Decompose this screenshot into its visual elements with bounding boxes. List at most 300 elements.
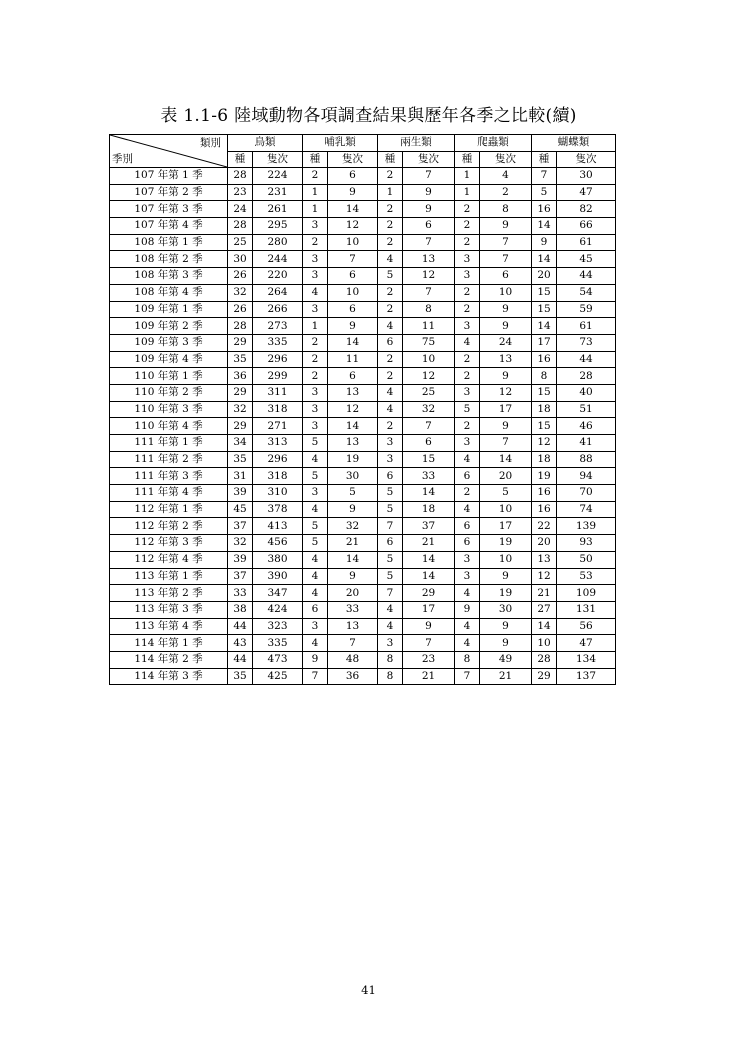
species-count-cell: 7 (378, 518, 403, 535)
table-row (110, 618, 616, 635)
individual-count-cell: 12 (403, 268, 455, 285)
individual-count-cell: 9 (403, 618, 455, 635)
individual-count-cell: 424 (253, 601, 303, 618)
species-count-cell: 2 (455, 351, 480, 368)
season-cell: 113 年第 2 季 (110, 585, 228, 602)
individual-count-cell: 30 (557, 168, 616, 185)
individual-count-cell: 53 (557, 568, 616, 585)
species-count-cell: 35 (228, 451, 253, 468)
table-row (110, 418, 616, 435)
species-count-cell: 1 (455, 184, 480, 201)
season-cell: 112 年第 4 季 (110, 551, 228, 568)
individual-count-cell: 54 (557, 284, 616, 301)
season-cell: 114 年第 1 季 (110, 635, 228, 652)
species-count-cell: 5 (303, 468, 328, 485)
individual-count-cell: 23 (403, 651, 455, 668)
corner-season-label: 季別 (112, 153, 133, 165)
species-count-cell: 3 (303, 618, 328, 635)
table-row (110, 284, 616, 301)
page-number: 41 (361, 983, 376, 997)
individual-count-cell: 9 (480, 218, 532, 235)
species-count-cell: 2 (455, 485, 480, 502)
subheader-species: 種 (378, 151, 403, 168)
species-count-cell: 3 (303, 301, 328, 318)
species-count-cell: 5 (303, 518, 328, 535)
individual-count-cell: 13 (403, 251, 455, 268)
species-count-cell: 44 (228, 651, 253, 668)
species-count-cell: 3 (303, 251, 328, 268)
individual-count-cell: 14 (480, 451, 532, 468)
individual-count-cell: 9 (480, 301, 532, 318)
individual-count-cell: 88 (557, 451, 616, 468)
individual-count-cell: 44 (557, 351, 616, 368)
group-header-amphibians: 兩生類 (378, 135, 455, 152)
individual-count-cell: 32 (328, 518, 378, 535)
individual-count-cell: 18 (403, 501, 455, 518)
season-cell: 109 年第 3 季 (110, 334, 228, 351)
individual-count-cell: 12 (480, 384, 532, 401)
individual-count-cell: 13 (328, 618, 378, 635)
table-row (110, 651, 616, 668)
species-count-cell: 22 (532, 518, 557, 535)
species-count-cell: 32 (228, 284, 253, 301)
individual-count-cell: 33 (403, 468, 455, 485)
individual-count-cell: 380 (253, 551, 303, 568)
subheader-species: 種 (228, 151, 253, 168)
corner-category-label: 類別 (200, 137, 221, 149)
species-count-cell: 3 (303, 401, 328, 418)
species-count-cell: 4 (378, 401, 403, 418)
individual-count-cell: 14 (328, 418, 378, 435)
table-row (110, 585, 616, 602)
individual-count-cell: 66 (557, 218, 616, 235)
individual-count-cell: 5 (328, 485, 378, 502)
species-count-cell: 2 (378, 301, 403, 318)
individual-count-cell: 61 (557, 234, 616, 251)
species-count-cell: 13 (532, 551, 557, 568)
individual-count-cell: 48 (328, 651, 378, 668)
species-count-cell: 3 (303, 485, 328, 502)
individual-count-cell: 7 (403, 418, 455, 435)
individual-count-cell: 425 (253, 668, 303, 685)
species-count-cell: 7 (532, 168, 557, 185)
individual-count-cell: 261 (253, 201, 303, 218)
species-count-cell: 9 (455, 601, 480, 618)
species-count-cell: 18 (532, 401, 557, 418)
survey-comparison-table (109, 134, 616, 685)
species-count-cell: 2 (455, 284, 480, 301)
page-title: 表 1.1-6 陸域動物各項調查結果與歷年各季之比較(續) (160, 106, 577, 126)
individual-count-cell: 21 (328, 535, 378, 552)
species-count-cell: 3 (455, 551, 480, 568)
species-count-cell: 14 (532, 618, 557, 635)
species-count-cell: 3 (455, 568, 480, 585)
table-row (110, 435, 616, 452)
species-count-cell: 4 (303, 568, 328, 585)
individual-count-cell: 94 (557, 468, 616, 485)
species-count-cell: 12 (532, 568, 557, 585)
species-count-cell: 4 (455, 585, 480, 602)
season-cell: 107 年第 3 季 (110, 201, 228, 218)
individual-count-cell: 11 (403, 318, 455, 335)
table-row (110, 401, 616, 418)
species-count-cell: 2 (303, 351, 328, 368)
species-count-cell: 27 (532, 601, 557, 618)
individual-count-cell: 29 (403, 585, 455, 602)
species-count-cell: 37 (228, 568, 253, 585)
individual-count-cell: 6 (328, 168, 378, 185)
table-row (110, 668, 616, 685)
individual-count-cell: 14 (328, 334, 378, 351)
species-count-cell: 3 (455, 384, 480, 401)
individual-count-cell: 6 (328, 301, 378, 318)
season-cell: 111 年第 2 季 (110, 451, 228, 468)
season-cell: 108 年第 2 季 (110, 251, 228, 268)
species-count-cell: 39 (228, 551, 253, 568)
individual-count-cell: 44 (557, 268, 616, 285)
species-count-cell: 39 (228, 485, 253, 502)
individual-count-cell: 5 (480, 485, 532, 502)
subheader-count: 隻次 (253, 151, 303, 168)
individual-count-cell: 6 (403, 218, 455, 235)
individual-count-cell: 33 (328, 601, 378, 618)
individual-count-cell: 299 (253, 368, 303, 385)
individual-count-cell: 14 (403, 485, 455, 502)
species-count-cell: 7 (303, 668, 328, 685)
species-count-cell: 4 (378, 318, 403, 335)
species-count-cell: 4 (378, 601, 403, 618)
species-count-cell: 1 (303, 184, 328, 201)
table-row (110, 334, 616, 351)
individual-count-cell: 9 (328, 568, 378, 585)
individual-count-cell: 273 (253, 318, 303, 335)
species-count-cell: 28 (228, 168, 253, 185)
individual-count-cell: 311 (253, 384, 303, 401)
individual-count-cell: 14 (403, 551, 455, 568)
species-count-cell: 5 (378, 268, 403, 285)
individual-count-cell: 134 (557, 651, 616, 668)
table-row (110, 351, 616, 368)
table-row (110, 301, 616, 318)
species-count-cell: 2 (455, 234, 480, 251)
species-count-cell: 5 (378, 568, 403, 585)
species-count-cell: 4 (378, 384, 403, 401)
species-count-cell: 8 (378, 651, 403, 668)
species-count-cell: 9 (532, 234, 557, 251)
individual-count-cell: 335 (253, 635, 303, 652)
species-count-cell: 5 (378, 501, 403, 518)
individual-count-cell: 47 (557, 635, 616, 652)
season-cell: 107 年第 2 季 (110, 184, 228, 201)
individual-count-cell: 41 (557, 435, 616, 452)
table-row (110, 184, 616, 201)
individual-count-cell: 9 (328, 501, 378, 518)
individual-count-cell: 9 (480, 618, 532, 635)
individual-count-cell: 8 (403, 301, 455, 318)
individual-count-cell: 10 (480, 551, 532, 568)
species-count-cell: 1 (378, 184, 403, 201)
species-count-cell: 33 (228, 585, 253, 602)
species-count-cell: 3 (378, 451, 403, 468)
species-count-cell: 6 (378, 535, 403, 552)
individual-count-cell: 7 (480, 251, 532, 268)
subheader-count: 隻次 (328, 151, 378, 168)
species-count-cell: 3 (303, 384, 328, 401)
species-count-cell: 6 (378, 334, 403, 351)
individual-count-cell: 15 (403, 451, 455, 468)
season-cell: 112 年第 2 季 (110, 518, 228, 535)
individual-count-cell: 36 (328, 668, 378, 685)
species-count-cell: 16 (532, 351, 557, 368)
individual-count-cell: 10 (480, 284, 532, 301)
individual-count-cell: 109 (557, 585, 616, 602)
individual-count-cell: 11 (328, 351, 378, 368)
season-cell: 109 年第 2 季 (110, 318, 228, 335)
individual-count-cell: 9 (480, 368, 532, 385)
group-header-butterflies: 蝴蝶類 (532, 135, 616, 152)
season-cell: 113 年第 1 季 (110, 568, 228, 585)
individual-count-cell: 17 (480, 401, 532, 418)
table-row (110, 201, 616, 218)
individual-count-cell: 14 (328, 201, 378, 218)
individual-count-cell: 28 (557, 368, 616, 385)
species-count-cell: 43 (228, 635, 253, 652)
species-count-cell: 6 (378, 468, 403, 485)
species-count-cell: 4 (303, 501, 328, 518)
species-count-cell: 8 (455, 651, 480, 668)
species-count-cell: 3 (455, 435, 480, 452)
individual-count-cell: 271 (253, 418, 303, 435)
species-count-cell: 2 (455, 368, 480, 385)
individual-count-cell: 61 (557, 318, 616, 335)
species-count-cell: 26 (228, 268, 253, 285)
individual-count-cell: 56 (557, 618, 616, 635)
table-row (110, 551, 616, 568)
individual-count-cell: 6 (328, 268, 378, 285)
individual-count-cell: 30 (328, 468, 378, 485)
subheader-count: 隻次 (480, 151, 532, 168)
species-count-cell: 14 (532, 318, 557, 335)
species-count-cell: 18 (532, 451, 557, 468)
table-row (110, 451, 616, 468)
species-count-cell: 2 (378, 168, 403, 185)
table-row (110, 218, 616, 235)
species-count-cell: 4 (455, 635, 480, 652)
season-cell: 114 年第 3 季 (110, 668, 228, 685)
species-count-cell: 4 (303, 635, 328, 652)
species-count-cell: 36 (228, 368, 253, 385)
individual-count-cell: 9 (328, 318, 378, 335)
group-header-mammals: 哺乳類 (303, 135, 378, 152)
individual-count-cell: 335 (253, 334, 303, 351)
species-count-cell: 20 (532, 268, 557, 285)
individual-count-cell: 2 (480, 184, 532, 201)
season-cell: 110 年第 2 季 (110, 384, 228, 401)
species-count-cell: 2 (378, 418, 403, 435)
season-cell: 110 年第 3 季 (110, 401, 228, 418)
season-cell: 108 年第 1 季 (110, 234, 228, 251)
species-count-cell: 45 (228, 501, 253, 518)
species-count-cell: 23 (228, 184, 253, 201)
individual-count-cell: 25 (403, 384, 455, 401)
season-cell: 112 年第 1 季 (110, 501, 228, 518)
species-count-cell: 5 (455, 401, 480, 418)
header-row-groups (110, 135, 616, 152)
species-count-cell: 2 (303, 334, 328, 351)
season-cell: 113 年第 4 季 (110, 618, 228, 635)
individual-count-cell: 17 (480, 518, 532, 535)
individual-count-cell: 21 (480, 668, 532, 685)
individual-count-cell: 21 (403, 668, 455, 685)
individual-count-cell: 19 (480, 585, 532, 602)
species-count-cell: 31 (228, 468, 253, 485)
individual-count-cell: 82 (557, 201, 616, 218)
individual-count-cell: 244 (253, 251, 303, 268)
species-count-cell: 5 (303, 435, 328, 452)
individual-count-cell: 390 (253, 568, 303, 585)
species-count-cell: 4 (455, 334, 480, 351)
individual-count-cell: 12 (328, 401, 378, 418)
individual-count-cell: 51 (557, 401, 616, 418)
species-count-cell: 2 (455, 301, 480, 318)
species-count-cell: 8 (378, 668, 403, 685)
season-cell: 114 年第 2 季 (110, 651, 228, 668)
individual-count-cell: 7 (403, 168, 455, 185)
species-count-cell: 4 (303, 451, 328, 468)
individual-count-cell: 7 (328, 251, 378, 268)
individual-count-cell: 30 (480, 601, 532, 618)
individual-count-cell: 295 (253, 218, 303, 235)
corner-header-cell (110, 135, 228, 168)
species-count-cell: 5 (378, 551, 403, 568)
subheader-count: 隻次 (403, 151, 455, 168)
season-cell: 108 年第 4 季 (110, 284, 228, 301)
species-count-cell: 6 (455, 518, 480, 535)
individual-count-cell: 318 (253, 401, 303, 418)
species-count-cell: 5 (378, 485, 403, 502)
table-row (110, 518, 616, 535)
individual-count-cell: 7 (480, 234, 532, 251)
individual-count-cell: 9 (480, 418, 532, 435)
individual-count-cell: 310 (253, 485, 303, 502)
table-row (110, 535, 616, 552)
species-count-cell: 19 (532, 468, 557, 485)
individual-count-cell: 19 (328, 451, 378, 468)
species-count-cell: 3 (455, 318, 480, 335)
species-count-cell: 8 (532, 368, 557, 385)
species-count-cell: 14 (532, 251, 557, 268)
season-cell: 113 年第 3 季 (110, 601, 228, 618)
species-count-cell: 38 (228, 601, 253, 618)
individual-count-cell: 6 (403, 435, 455, 452)
table-row (110, 635, 616, 652)
individual-count-cell: 378 (253, 501, 303, 518)
season-cell: 111 年第 1 季 (110, 435, 228, 452)
individual-count-cell: 296 (253, 451, 303, 468)
individual-count-cell: 347 (253, 585, 303, 602)
season-cell: 110 年第 4 季 (110, 418, 228, 435)
individual-count-cell: 6 (480, 268, 532, 285)
individual-count-cell: 7 (403, 635, 455, 652)
individual-count-cell: 20 (328, 585, 378, 602)
individual-count-cell: 313 (253, 435, 303, 452)
table-row (110, 568, 616, 585)
species-count-cell: 15 (532, 418, 557, 435)
species-count-cell: 7 (378, 585, 403, 602)
species-count-cell: 6 (455, 535, 480, 552)
individual-count-cell: 47 (557, 184, 616, 201)
species-count-cell: 4 (455, 501, 480, 518)
season-cell: 107 年第 1 季 (110, 168, 228, 185)
species-count-cell: 28 (532, 651, 557, 668)
species-count-cell: 2 (303, 368, 328, 385)
individual-count-cell: 4 (480, 168, 532, 185)
species-count-cell: 3 (455, 268, 480, 285)
species-count-cell: 28 (228, 218, 253, 235)
species-count-cell: 2 (455, 201, 480, 218)
species-count-cell: 37 (228, 518, 253, 535)
individual-count-cell: 49 (480, 651, 532, 668)
individual-count-cell: 93 (557, 535, 616, 552)
species-count-cell: 16 (532, 485, 557, 502)
individual-count-cell: 9 (328, 184, 378, 201)
individual-count-cell: 9 (403, 184, 455, 201)
individual-count-cell: 456 (253, 535, 303, 552)
species-count-cell: 6 (455, 468, 480, 485)
table-row (110, 384, 616, 401)
species-count-cell: 10 (532, 635, 557, 652)
species-count-cell: 3 (378, 635, 403, 652)
season-cell: 109 年第 1 季 (110, 301, 228, 318)
species-count-cell: 30 (228, 251, 253, 268)
species-count-cell: 1 (303, 318, 328, 335)
individual-count-cell: 59 (557, 301, 616, 318)
species-count-cell: 4 (303, 551, 328, 568)
individual-count-cell: 7 (480, 435, 532, 452)
individual-count-cell: 413 (253, 518, 303, 535)
individual-count-cell: 7 (403, 234, 455, 251)
table-row (110, 468, 616, 485)
group-header-birds: 鳥類 (228, 135, 303, 152)
individual-count-cell: 318 (253, 468, 303, 485)
individual-count-cell: 10 (403, 351, 455, 368)
table-row (110, 251, 616, 268)
individual-count-cell: 70 (557, 485, 616, 502)
species-count-cell: 29 (228, 418, 253, 435)
species-count-cell: 7 (455, 668, 480, 685)
individual-count-cell: 24 (480, 334, 532, 351)
species-count-cell: 44 (228, 618, 253, 635)
species-count-cell: 17 (532, 334, 557, 351)
species-count-cell: 4 (378, 618, 403, 635)
individual-count-cell: 74 (557, 501, 616, 518)
species-count-cell: 26 (228, 301, 253, 318)
species-count-cell: 2 (378, 351, 403, 368)
season-cell: 108 年第 3 季 (110, 268, 228, 285)
subheader-species: 種 (303, 151, 328, 168)
individual-count-cell: 14 (403, 568, 455, 585)
table-row (110, 234, 616, 251)
individual-count-cell: 13 (328, 384, 378, 401)
individual-count-cell: 9 (480, 635, 532, 652)
species-count-cell: 2 (378, 368, 403, 385)
species-count-cell: 2 (378, 234, 403, 251)
season-cell: 111 年第 4 季 (110, 485, 228, 502)
individual-count-cell: 224 (253, 168, 303, 185)
species-count-cell: 34 (228, 435, 253, 452)
individual-count-cell: 9 (403, 201, 455, 218)
table-row (110, 168, 616, 185)
